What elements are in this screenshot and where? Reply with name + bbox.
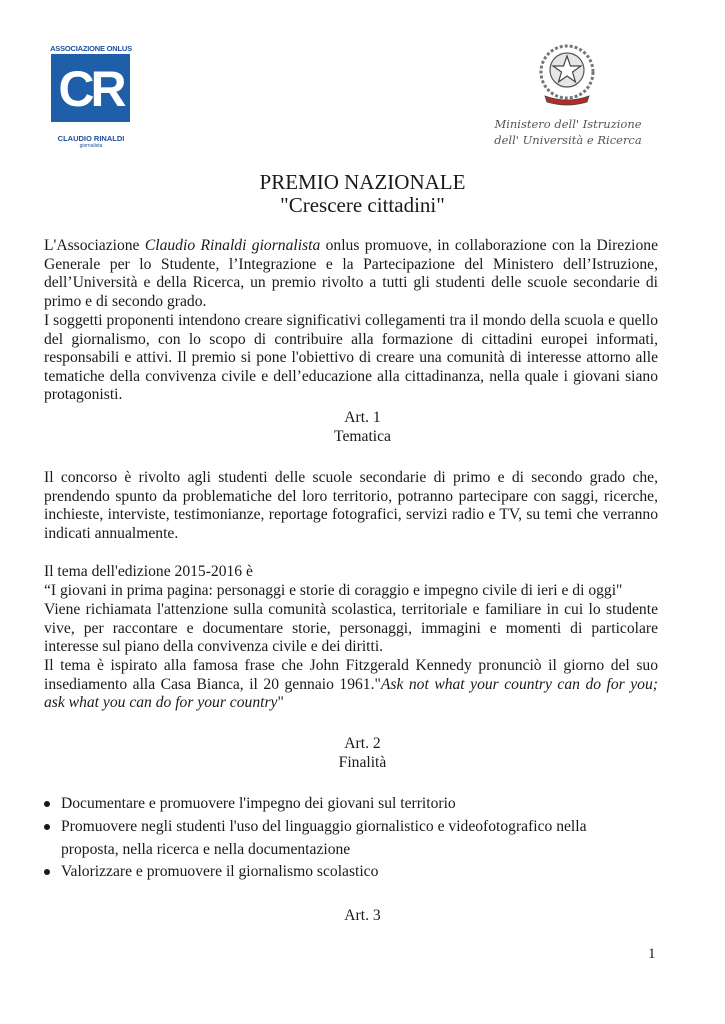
association-name: Claudio Rinaldi giornalista [144,237,321,254]
art3-heading: Art. 3 [344,907,381,924]
art1-paragraph-3: Il tema è ispirato alla famosa frase che John Fitzgerald Kennedy pronunciò il giorno del suo insediamento alla Casa Bianca, il 20 gennaio 1961."Ask not what your country can do for you; ask what you can do for your country" [44,657,658,712]
association-logo [50,44,130,150]
art1-theme-quote: “I giovani in prima pagina: personaggi e storie di coraggio e impegno civile di ieri e di oggi" [44,582,623,599]
art2-heading: Art. 2 [344,735,381,752]
italian-republic-emblem-icon [537,42,597,110]
document-subtitle: "Crescere cittadini" [280,193,445,217]
kennedy-quote: Ask not what your country can do for you; ask what you can do for your country [44,675,658,712]
logo-box [51,54,130,132]
art2-subheading: Finalità [338,754,387,771]
logo-bottom-caption: CLAUDIO RINALDI [57,134,125,143]
art1-subheading: Tematica [334,428,391,445]
list-item: Documentare e promuovere l'impegno dei giovani sul territorio [44,792,664,815]
ministry-line-1: Ministero dell' Istruzione [494,117,642,131]
art1-heading: Art. 1 [344,409,381,426]
intro-paragraph-1: L'Associazione Claudio Rinaldi giornalista onlus promuove, in collaborazione con la Direzione Generale per lo Studente, l’Integrazione e la Partecipazione del Ministero dell’Istruzione, dell’Università e della Ricerca, un premio rivolto a tutti gli studenti delle scuole secondarie di primo e di secondo grado. [44,237,658,310]
list-item: Promuovere negli studenti l'uso del linguaggio giornalistico e videofotografico nella proposta, nella ricerca e nella documentazione [44,815,664,861]
intro-paragraph-2: I soggetti proponenti intendono creare significativi collegamenti tra il mondo della scuola e quello del giornalismo, con lo scopo di contribuire alla formazione di cittadini europei informati, responsabili e attivi. Il premio si pone l'obiettivo di creare una comunità di interesse attorno alle tematiche della convivenza civile e dell’educazione alla cittadinanza, nella quale i giovani siano protagonisti. [44,312,658,404]
bullet-icon [44,801,50,807]
page-number: 1 [648,946,656,962]
ministry-name [493,116,643,148]
logo-top-caption: ASSOCIAZIONE ONLUS [50,44,132,53]
art1-paragraph-1: Il concorso è rivolto agli studenti delle scuole secondarie di primo e di secondo grado che, prendendo spunto da problematiche del loro territorio, potranno partecipare con saggi, ricerche, inchieste, interviste, testimonianze, reportage fotografici, servizi radio e TV, su temi che verranno indicati annualmente. [44,469,658,542]
logo-sub-caption: giornalista [79,143,103,149]
bullet-icon [44,869,50,875]
art1-theme-intro: Il tema dell'edizione 2015-2016 è [44,563,253,580]
ministry-line-2: dell' Università e Ricerca [494,133,642,147]
bullet-icon [44,824,50,830]
art1-paragraph-2: Viene richiamata l'attenzione sulla comunità scolastica, territoriale e familiare in cui lo studente vive, per raccontare e documentare storie, personaggi, immagini e momenti di particolare interesse sul piano della convivenza civile e dei diritti. [44,601,658,656]
logo-letters: CR [58,61,123,117]
list-item: Valorizzare e promuovere il giornalismo scolastico [44,860,664,883]
document-title: PREMIO NAZIONALE [259,170,466,194]
